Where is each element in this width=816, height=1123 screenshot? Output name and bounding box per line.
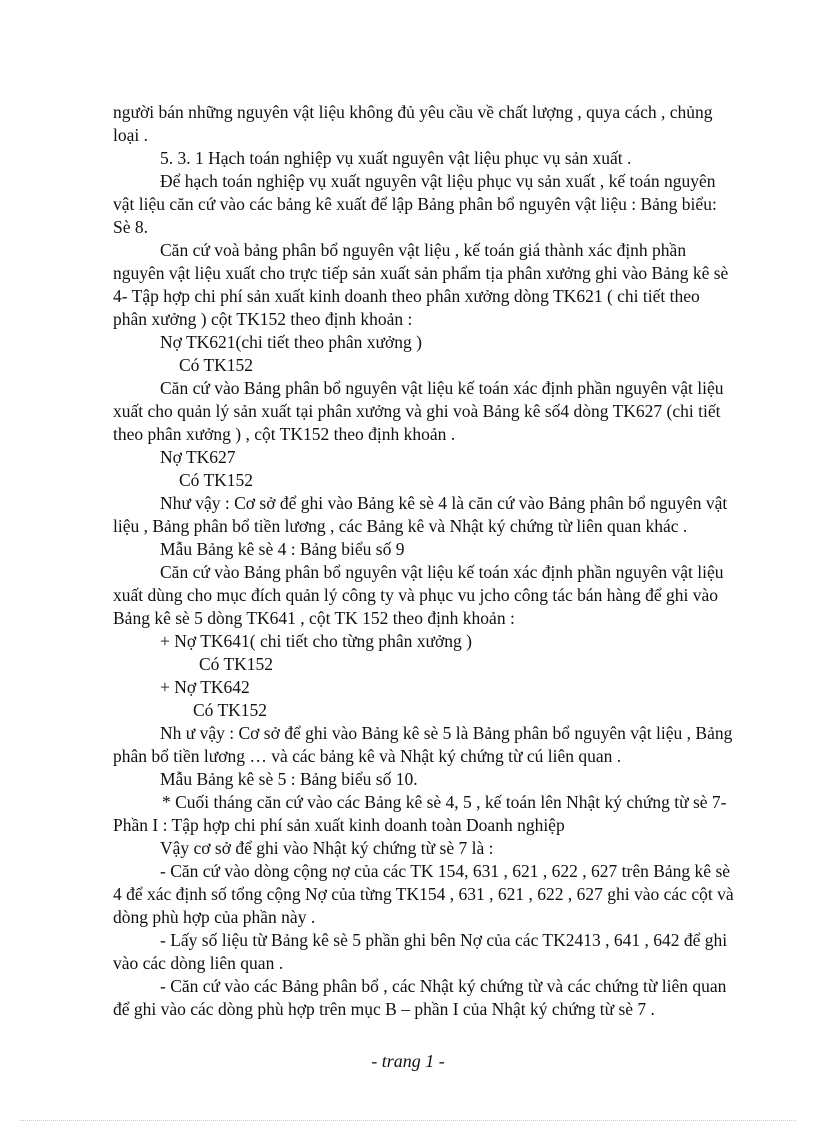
list-item: - Căn cứ vào dòng cộng nợ của các TK 154, 631 , 621 , 622 , 627 trên Bảng kê sè xyxy=(160,861,731,881)
text-line: dòng phù hợp của phần này . xyxy=(113,907,316,927)
list-item: - Căn cứ vào các Bảng phân bổ , các Nhật ký chứng từ và các chứng từ liên quan xyxy=(160,976,727,996)
entry-debit: Nợ TK627 xyxy=(160,447,236,467)
page-number: - trang 1 - xyxy=(371,1051,445,1071)
section-heading: 5. 3. 1 Hạch toán nghiệp vụ xuất nguyên vật liệu phục vụ sản xuất . xyxy=(160,148,632,168)
text-line: Mẫu Bảng kê sè 5 : Bảng biểu số 10. xyxy=(160,769,418,789)
page-bottom-divider xyxy=(20,1120,796,1121)
text-line: loại . xyxy=(113,125,148,145)
entry-credit: Có TK152 xyxy=(199,654,274,674)
text-line: phân xưởng ) cột TK152 theo định khoản : xyxy=(113,309,413,329)
entry-credit: Có TK152 xyxy=(179,470,254,490)
text-line: Để hạch toán nghiệp vụ xuất nguyên vật liệu phục vụ sản xuất , kế toán nguyên xyxy=(160,171,716,191)
text-line: vào các dòng liên quan . xyxy=(113,953,284,973)
entry-debit: + Nợ TK641( chi tiết cho từng phân xưởng ) xyxy=(160,631,472,651)
text-line: Sè 8. xyxy=(113,217,148,237)
body-text xyxy=(113,101,773,1021)
text-line: người bán những nguyên vật liệu không đủ yêu cầu về chất lượng , quya cách , chủng xyxy=(113,102,713,122)
text-line: 4- Tập hợp chi phí sản xuất kinh doanh theo phân xưởng dòng TK621 ( chi tiết theo xyxy=(113,286,700,306)
text-line: nguyên vật liệu xuất cho trực tiếp sản xuất sản phẩm tịa phân xưởng ghi vào Bảng kê sè xyxy=(113,263,729,283)
text-line: Phần I : Tập hợp chi phí sản xuất kinh doanh toàn Doanh nghiệp xyxy=(113,815,565,835)
text-line: Vậy cơ sở để ghi vào Nhật ký chứng từ sè 7 là : xyxy=(160,838,494,858)
entry-debit: Nợ TK621(chi tiết theo phân xưởng ) xyxy=(160,332,422,352)
text-line: Căn cứ vào Bảng phân bổ nguyên vật liệu kế toán xác định phần nguyên vật liệu xyxy=(160,562,724,582)
text-line: Mẫu Bảng kê sè 4 : Bảng biểu số 9 xyxy=(160,539,405,559)
text-line: Bảng kê sè 5 dòng TK641 , cột TK 152 theo định khoản : xyxy=(113,608,515,628)
text-line: 4 để xác định số tổng cộng Nợ của từng TK154 , 631 , 621 , 622 , 627 ghi vào các cột và xyxy=(113,884,734,904)
text-line: xuất cho quản lý sản xuất tại phân xưởng và ghi voà Bảng kê số4 dòng TK627 (chi tiết xyxy=(113,401,721,421)
text-line: vật liệu căn cứ vào các bảng kê xuất để lập Bảng phân bổ nguyên vật liệu : Bảng biểu: xyxy=(113,194,717,214)
text-line: để ghi vào các dòng phù hợp trên mục B – phần I của Nhật ký chứng từ sè 7 . xyxy=(113,999,655,1019)
entry-credit: Có TK152 xyxy=(179,355,254,375)
text-line: theo phân xưởng ) , cột TK152 theo định khoản . xyxy=(113,424,456,444)
entry-debit: + Nợ TK642 xyxy=(160,677,250,697)
entry-credit: Có TK152 xyxy=(193,700,268,720)
text-line: phân bổ tiền lương … và các bảng kê và Nhật ký chứng từ cú liên quan . xyxy=(113,746,622,766)
text-line: Như vậy : Cơ sở để ghi vào Bảng kê sè 4 là căn cứ vào Bảng phân bổ nguyên vật xyxy=(160,493,728,513)
text-line: Nh ư vậy : Cơ sở để ghi vào Bảng kê sè 5 là Bảng phân bổ nguyên vật liệu , Bảng xyxy=(160,723,733,743)
text-line: * Cuối tháng căn cứ vào các Bảng kê sè 4, 5 , kế toán lên Nhật ký chứng từ sè 7- xyxy=(162,792,727,812)
text-line: Căn cứ voà bảng phân bổ nguyên vật liệu , kế toán giá thành xác định phần xyxy=(160,240,687,260)
text-line: Căn cứ vào Bảng phân bổ nguyên vật liệu kế toán xác định phần nguyên vật liệu xyxy=(160,378,724,398)
text-line: liệu , Bảng phân bổ tiền lương , các Bảng kê và Nhật ký chứng từ liên quan khác . xyxy=(113,516,688,536)
text-line: xuất dùng cho mục đích quản lý công ty và phục vu jcho công tác bán hàng để ghi vào xyxy=(113,585,719,605)
list-item: - Lấy số liệu từ Bảng kê sè 5 phần ghi bên Nợ của các TK2413 , 641 , 642 để ghi xyxy=(160,930,728,950)
